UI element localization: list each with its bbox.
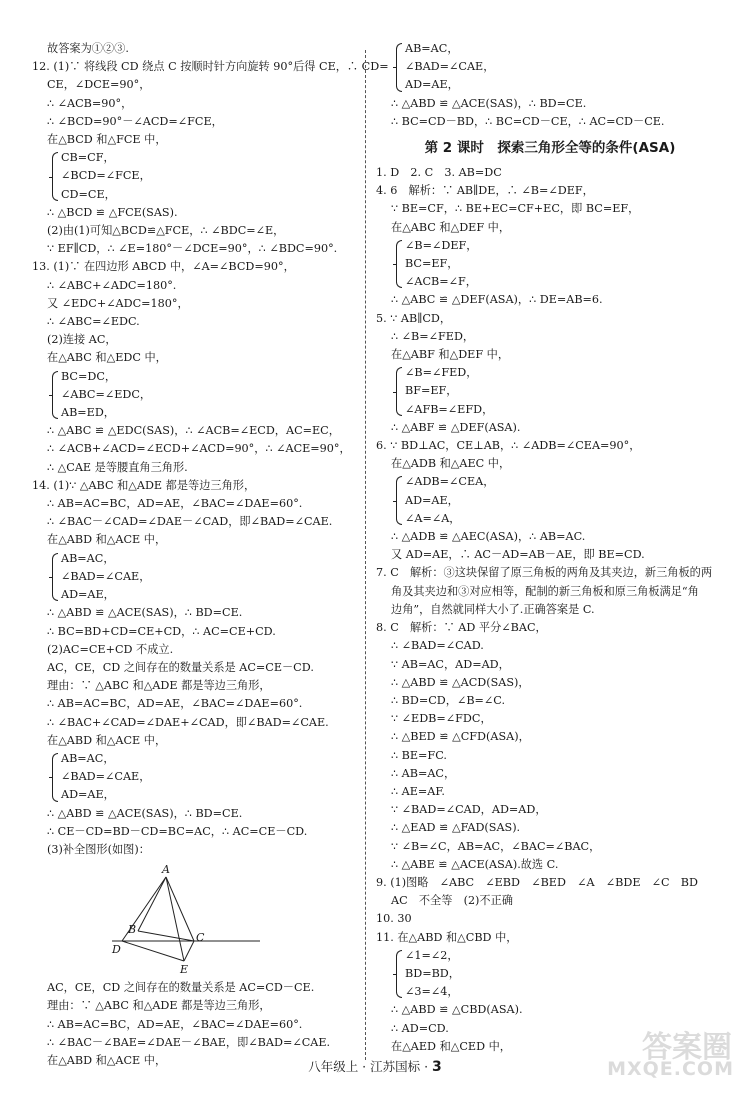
equation-line: ∠B=∠DEF， [405, 238, 478, 252]
text-line: AC 不全等 (2)不正确 [391, 894, 513, 908]
text-line: ∴ △CAE 是等腰直角三角形. [47, 460, 188, 474]
text-line: 在△ABD 和△ACE 中， [47, 733, 167, 747]
right-main-block [376, 164, 724, 1056]
text-line: ∴ BC=BD+CD=CE+CD，∴ AC=CE+CD. [47, 624, 276, 638]
text-line: ∵ BE=CF，∴ BE+EC=CF+EC，即 BC=EF， [391, 202, 640, 216]
text-line: ∴ BD=CD，∠B=∠C. [391, 693, 506, 707]
text-line: ∴ AE=AF. [391, 784, 445, 798]
text-line: 又 ∠EDC+∠ADC=180°， [47, 296, 189, 310]
equation-line: AD=AE， [61, 788, 115, 802]
text-line: ∴ △ABC ≌ △DEF(ASA)，∴ DE=AB=6. [391, 293, 603, 307]
text-line: ∴ ∠B=∠FED， [391, 329, 475, 343]
text-line: 5. ∵ AB∥CD， [376, 311, 452, 325]
text-line: ∴ CE－CD=BD－CD=BC=AC，∴ AC=CE－CD. [47, 824, 308, 838]
text-line: ∵ ∠BAD=∠CAD，AD=AD， [391, 803, 547, 817]
left-column [32, 40, 389, 1070]
text-line: 14. (1)∵ △ABC 和△ADE 都是等边三角形， [32, 478, 256, 492]
equation-line: AB=AC， [61, 751, 115, 765]
equation-system [52, 368, 354, 423]
text-line: ∴ ∠ACB=90°， [47, 96, 133, 110]
text-line: ∴ △ABD ≌ △CBD(ASA). [391, 1003, 523, 1017]
text-line: 在△ABD 和△ACE 中， [47, 533, 167, 547]
equation-line: AB=AC， [405, 42, 459, 55]
equation-system [52, 750, 354, 805]
text-line: 11. 在△ABD 和△CBD 中， [376, 930, 518, 944]
text-line: ∴ △ABD ≌ △ACE(SAS)，∴ BD=CE. [391, 96, 587, 110]
figure-label-d: D [112, 943, 121, 957]
text-line: 9. (1)图略 ∠ABC ∠EBD ∠BED ∠A ∠BDE ∠C BD [376, 875, 698, 889]
equation-system [396, 237, 724, 292]
text-line: ∴ BE=FC. [391, 748, 447, 762]
triangle-figure [112, 859, 272, 979]
text-line: ∴ ∠BAC－∠CAD=∠DAE－∠CAD，即∠BAD=∠CAE. [47, 515, 333, 529]
equation-line: CB=CF， [61, 151, 115, 165]
equation-line: BC=EF， [405, 257, 459, 271]
text-line: ∴ △ADB ≌ △AEC(ASA)，∴ AB=AC. [391, 530, 586, 544]
text-line: 在△ABC 和△DEF 中， [391, 220, 511, 234]
watermark-logo: 答案圈 [642, 1030, 732, 1065]
triangle-figure-svg [112, 859, 272, 979]
text-line: AC，CE，CD 之间存在的数量关系是 AC=CD－CE. [47, 981, 315, 995]
page-number: 3 [432, 1059, 442, 1075]
equation-line: ∠BAD=∠CAE， [61, 569, 151, 583]
text-line: 在△AED 和△CED 中， [391, 1039, 511, 1053]
text-line: 角及其夹边和③对应相等，配制的新三角板和原三角板满足“角 [391, 584, 699, 598]
text-line: ∴ △ABF ≌ △DEF(ASA). [391, 420, 521, 434]
equation-line: ∠1=∠2， [405, 948, 459, 962]
text-line: ∴ ∠BAC－∠BAE=∠DAE－∠BAE，即∠BAD=∠CAE. [47, 1035, 331, 1049]
equation-line: AD=AE， [405, 493, 459, 507]
text-line: ∴ △EAD ≌ △FAD(SAS). [391, 821, 521, 835]
text-line: CE，∠DCE=90°， [47, 78, 151, 92]
equation-line: ∠ABC=∠EDC， [61, 387, 152, 401]
text-line: 在△ADB 和△AEC 中， [391, 457, 511, 471]
text-line: ∴ △ABC ≌ △EDC(SAS)，∴ ∠ACB=∠ECD，AC=EC， [47, 424, 340, 438]
text-line: 理由：∵ △ABC 和△ADE 都是等边三角形， [47, 679, 271, 693]
text-line: AC，CE，CD 之间存在的数量关系是 AC=CE－CD. [47, 660, 314, 674]
text-line: 4. 6 解析：∵ AB∥DE，∴ ∠B=∠DEF， [376, 184, 594, 198]
text-line: ∴ △BCD ≌ △FCE(SAS). [47, 205, 178, 219]
text-line: ∴ BC=CD－BD，∴ BC=CD－CE，∴ AC=CD－CE. [391, 114, 665, 128]
figure-label-a: A [162, 863, 170, 877]
text-line: ∴ △ABD ≌ △ACE(SAS)，∴ BD=CE. [47, 606, 243, 620]
equation-line: AD=AE， [405, 78, 459, 92]
equation-line: ∠BCD=∠FCE， [61, 169, 151, 183]
text-line: ∴ △BED ≌ △CFD(ASA)， [391, 730, 530, 744]
equation-line: AD=AE， [61, 588, 115, 602]
text-line: ∴ ∠BCD=90°－∠ACD=∠FCE， [47, 114, 223, 128]
equation-line: ∠BAD=∠CAE， [61, 770, 151, 784]
text-line: (2)AC=CE+CD 不成立. [47, 642, 174, 656]
text-line: ∵ AB=AC，AD=AD， [391, 657, 510, 671]
text-line: 在△ABC 和△EDC 中， [47, 351, 167, 365]
watermark-url: MXQE.COM [607, 1058, 734, 1080]
equation-system [52, 550, 354, 605]
text-line: ∴ AB=AC=BC，AD=AE，∠BAC=∠DAE=60°. [47, 697, 303, 711]
text-line: 在△ABF 和△DEF 中， [391, 348, 510, 362]
right-column [376, 40, 724, 1056]
equation-line: BD=BD， [405, 966, 460, 980]
text-line: ∵ ∠B=∠C，AB=AC，∠BAC=∠BAC， [391, 839, 601, 853]
column-divider [365, 50, 366, 1060]
equation-line: ∠ACB=∠F， [405, 275, 477, 289]
text-line: ∴ AB=AC=BC，AD=AE，∠BAC=∠DAE=60°. [47, 1017, 303, 1031]
equation-line: AB=ED， [61, 406, 115, 420]
text-line: ∴ AB=AC， [391, 766, 456, 780]
text-line: 在△ABD 和△ACE 中， [47, 1053, 167, 1067]
figure-label-b: B [128, 923, 137, 937]
equation-system [52, 149, 354, 204]
text-line: ∴ △ABD ≌ △ACE(SAS)，∴ BD=CE. [47, 806, 243, 820]
text-line: 8. C 解析：∵ AD 平分∠BAC， [376, 621, 547, 635]
text-line: 1. D 2. C 3. AB=DC [376, 166, 502, 180]
equation-system [396, 364, 724, 419]
equation-line: BC=DC， [61, 369, 117, 383]
watermark [604, 1018, 744, 1088]
text-line: 6. ∵ BD⊥AC，CE⊥AB，∴ ∠ADB=∠CEA=90°， [376, 439, 641, 453]
text-line: ∵ ∠EDB=∠FDC， [391, 712, 492, 726]
text-line: 7. C 解析：③这块保留了原三角板的两角及其夹边，新三角板的两 [376, 566, 713, 580]
text-line: 12. (1)∵ 将线段 CD 绕点 C 按顺时针方向旋转 90°后得 CE，∴ CD= [32, 60, 389, 74]
text-line: ∴ ∠ACB+∠ACD=∠ECD+∠ACD=90°，∴ ∠ACE=90°， [47, 442, 351, 456]
equation-system [396, 947, 724, 1002]
text-line: ∴ △ABE ≌ △ACE(ASA).故选 C. [391, 857, 559, 871]
text-line: ∵ EF∥CD，∴ ∠E=180°－∠DCE=90°，∴ ∠BDC=90°. [47, 242, 338, 256]
text-line: 边角”，自然就同样大小了.正确答案是 C. [391, 602, 595, 616]
text-line: 10. 30 [376, 912, 412, 926]
figure-label-e: E [180, 963, 189, 977]
figure-label-c: C [196, 931, 205, 945]
text-line: ∴ ∠BAC+∠CAD=∠DAE+∠CAD，即∠BAD=∠CAE. [47, 715, 329, 729]
text-line: (3)补全图形(如图)： [47, 842, 150, 856]
text-line: 13. (1)∵ 在四边形 ABCD 中，∠A=∠BCD=90°， [32, 260, 295, 274]
text-line: ∴ AD=CD. [391, 1021, 449, 1035]
text-line: ∴ △ABD ≌ △ACD(SAS)， [391, 675, 530, 689]
equation-line: CD=CE， [61, 187, 116, 201]
text-line: ∴ ∠ABC=∠EDC. [47, 315, 140, 329]
equation-line: ∠3=∠4， [405, 985, 459, 999]
text-line: 理由：∵ △ABC 和△ADE 都是等边三角形， [47, 999, 271, 1013]
text-line: (2)连接 AC， [47, 333, 117, 347]
equation-line: ∠A=∠A， [405, 511, 461, 525]
equation-line: ∠BAD=∠CAE， [405, 60, 495, 74]
section-title: 第 2 课时 探索三角形全等的条件(ASA) [424, 140, 676, 157]
equation-system [396, 473, 724, 528]
text-line: 在△BCD 和△FCE 中， [47, 133, 167, 147]
equation-line: ∠B=∠FED， [405, 366, 478, 380]
text-line: ∴ ∠ABC+∠ADC=180°. [47, 278, 177, 292]
equation-line: AB=AC， [61, 551, 115, 565]
equation-line: BF=EF， [405, 384, 458, 398]
footer-text: 八年级上 · 江苏国标 · [308, 1059, 433, 1074]
text-line: ∴ AB=AC=BC，AD=AE，∠BAC=∠DAE=60°. [47, 497, 303, 511]
equation-system [396, 40, 724, 95]
equation-line: ∠AFB=∠EFD， [405, 402, 494, 416]
text-line: ∴ ∠BAD=∠CAD. [391, 639, 484, 653]
equation-line: ∠ADB=∠CEA， [405, 475, 495, 489]
text-line: 又 AD=AE，∴ AC－AD=AB－AE，即 BE=CD. [391, 548, 645, 562]
text-line: 故答案为①②③. [47, 42, 129, 55]
text-line: (2)由(1)可知△BCD≌△FCE，∴ ∠BDC=∠E， [47, 224, 285, 238]
right-top-block [376, 40, 724, 131]
